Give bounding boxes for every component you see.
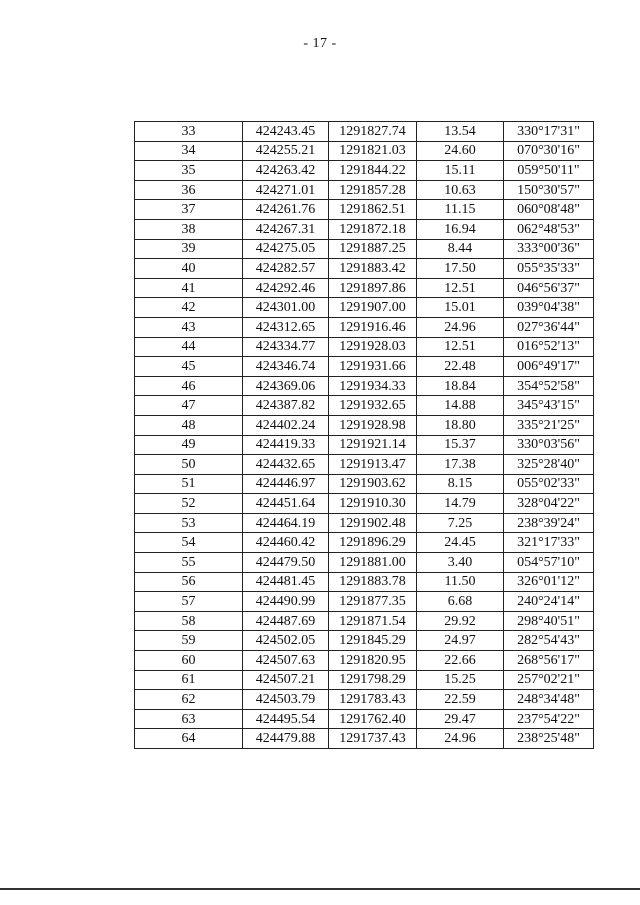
point-number-cell: 44 bbox=[135, 337, 243, 357]
y-coordinate-cell: 1291916.46 bbox=[329, 317, 417, 337]
distance-cell: 12.51 bbox=[417, 337, 504, 357]
y-coordinate-cell: 1291881.00 bbox=[329, 553, 417, 573]
table-row bbox=[135, 200, 594, 220]
point-number-cell: 61 bbox=[135, 670, 243, 690]
y-coordinate-cell: 1291827.74 bbox=[329, 122, 417, 142]
point-number-cell: 62 bbox=[135, 690, 243, 710]
table-row bbox=[135, 572, 594, 592]
x-coordinate-cell: 424402.24 bbox=[243, 415, 329, 435]
x-coordinate-cell: 424334.77 bbox=[243, 337, 329, 357]
y-coordinate-cell: 1291887.25 bbox=[329, 239, 417, 259]
x-coordinate-cell: 424460.42 bbox=[243, 533, 329, 553]
bearing-cell: 282°54'43" bbox=[504, 631, 594, 651]
y-coordinate-cell: 1291862.51 bbox=[329, 200, 417, 220]
bearing-cell: 062°48'53" bbox=[504, 219, 594, 239]
y-coordinate-cell: 1291932.65 bbox=[329, 396, 417, 416]
bearing-cell: 240°24'14" bbox=[504, 592, 594, 612]
x-coordinate-cell: 424507.63 bbox=[243, 651, 329, 671]
table-row bbox=[135, 533, 594, 553]
bearing-cell: 321°17'33" bbox=[504, 533, 594, 553]
x-coordinate-cell: 424387.82 bbox=[243, 396, 329, 416]
bearing-cell: 330°17'31" bbox=[504, 122, 594, 142]
distance-cell: 11.50 bbox=[417, 572, 504, 592]
table-row bbox=[135, 317, 594, 337]
bearing-cell: 070°30'16" bbox=[504, 141, 594, 161]
x-coordinate-cell: 424432.65 bbox=[243, 455, 329, 475]
distance-cell: 10.63 bbox=[417, 180, 504, 200]
point-number-cell: 52 bbox=[135, 494, 243, 514]
distance-cell: 17.50 bbox=[417, 259, 504, 279]
bearing-cell: 238°39'24" bbox=[504, 513, 594, 533]
distance-cell: 22.66 bbox=[417, 651, 504, 671]
point-number-cell: 40 bbox=[135, 259, 243, 279]
bearing-cell: 055°02'33" bbox=[504, 474, 594, 494]
bearing-cell: 345°43'15" bbox=[504, 396, 594, 416]
x-coordinate-cell: 424487.69 bbox=[243, 611, 329, 631]
bearing-cell: 257°02'21" bbox=[504, 670, 594, 690]
point-number-cell: 33 bbox=[135, 122, 243, 142]
table-row bbox=[135, 278, 594, 298]
distance-cell: 16.94 bbox=[417, 219, 504, 239]
point-number-cell: 43 bbox=[135, 317, 243, 337]
point-number-cell: 46 bbox=[135, 376, 243, 396]
distance-cell: 14.88 bbox=[417, 396, 504, 416]
bearing-cell: 354°52'58" bbox=[504, 376, 594, 396]
y-coordinate-cell: 1291883.78 bbox=[329, 572, 417, 592]
point-number-cell: 63 bbox=[135, 709, 243, 729]
table-row bbox=[135, 161, 594, 181]
point-number-cell: 34 bbox=[135, 141, 243, 161]
bearing-cell: 150°30'57" bbox=[504, 180, 594, 200]
x-coordinate-cell: 424464.19 bbox=[243, 513, 329, 533]
y-coordinate-cell: 1291921.14 bbox=[329, 435, 417, 455]
table-row bbox=[135, 239, 594, 259]
x-coordinate-cell: 424282.57 bbox=[243, 259, 329, 279]
x-coordinate-cell: 424292.46 bbox=[243, 278, 329, 298]
table-row bbox=[135, 670, 594, 690]
x-coordinate-cell: 424301.00 bbox=[243, 298, 329, 318]
x-coordinate-cell: 424346.74 bbox=[243, 357, 329, 377]
bearing-cell: 335°21'25" bbox=[504, 415, 594, 435]
table-row bbox=[135, 592, 594, 612]
distance-cell: 15.01 bbox=[417, 298, 504, 318]
table-row bbox=[135, 259, 594, 279]
x-coordinate-cell: 424507.21 bbox=[243, 670, 329, 690]
point-number-cell: 56 bbox=[135, 572, 243, 592]
x-coordinate-cell: 424243.45 bbox=[243, 122, 329, 142]
bearing-cell: 016°52'13" bbox=[504, 337, 594, 357]
point-number-cell: 45 bbox=[135, 357, 243, 377]
point-number-cell: 51 bbox=[135, 474, 243, 494]
bearing-cell: 237°54'22" bbox=[504, 709, 594, 729]
bearing-cell: 330°03'56" bbox=[504, 435, 594, 455]
distance-cell: 14.79 bbox=[417, 494, 504, 514]
distance-cell: 8.44 bbox=[417, 239, 504, 259]
x-coordinate-cell: 424369.06 bbox=[243, 376, 329, 396]
x-coordinate-cell: 424479.88 bbox=[243, 729, 329, 749]
x-coordinate-cell: 424481.45 bbox=[243, 572, 329, 592]
x-coordinate-cell: 424312.65 bbox=[243, 317, 329, 337]
y-coordinate-cell: 1291931.66 bbox=[329, 357, 417, 377]
x-coordinate-cell: 424419.33 bbox=[243, 435, 329, 455]
table-row bbox=[135, 611, 594, 631]
distance-cell: 3.40 bbox=[417, 553, 504, 573]
x-coordinate-cell: 424255.21 bbox=[243, 141, 329, 161]
x-coordinate-cell: 424495.54 bbox=[243, 709, 329, 729]
bearing-cell: 059°50'11" bbox=[504, 161, 594, 181]
distance-cell: 13.54 bbox=[417, 122, 504, 142]
distance-cell: 24.60 bbox=[417, 141, 504, 161]
bearing-cell: 060°08'48" bbox=[504, 200, 594, 220]
y-coordinate-cell: 1291896.29 bbox=[329, 533, 417, 553]
point-number-cell: 60 bbox=[135, 651, 243, 671]
point-number-cell: 59 bbox=[135, 631, 243, 651]
distance-cell: 12.51 bbox=[417, 278, 504, 298]
distance-cell: 22.59 bbox=[417, 690, 504, 710]
point-number-cell: 50 bbox=[135, 455, 243, 475]
table-row bbox=[135, 298, 594, 318]
table-row bbox=[135, 513, 594, 533]
table-row bbox=[135, 219, 594, 239]
x-coordinate-cell: 424263.42 bbox=[243, 161, 329, 181]
x-coordinate-cell: 424503.79 bbox=[243, 690, 329, 710]
distance-cell: 15.25 bbox=[417, 670, 504, 690]
distance-cell: 24.45 bbox=[417, 533, 504, 553]
y-coordinate-cell: 1291928.98 bbox=[329, 415, 417, 435]
distance-cell: 11.15 bbox=[417, 200, 504, 220]
bearing-cell: 268°56'17" bbox=[504, 651, 594, 671]
table-row bbox=[135, 376, 594, 396]
y-coordinate-cell: 1291737.43 bbox=[329, 729, 417, 749]
distance-cell: 22.48 bbox=[417, 357, 504, 377]
table-row bbox=[135, 651, 594, 671]
y-coordinate-cell: 1291871.54 bbox=[329, 611, 417, 631]
y-coordinate-cell: 1291798.29 bbox=[329, 670, 417, 690]
table-row bbox=[135, 474, 594, 494]
x-coordinate-cell: 424261.76 bbox=[243, 200, 329, 220]
page-bottom-divider bbox=[0, 888, 640, 890]
table-row bbox=[135, 180, 594, 200]
y-coordinate-cell: 1291934.33 bbox=[329, 376, 417, 396]
y-coordinate-cell: 1291883.42 bbox=[329, 259, 417, 279]
point-number-cell: 38 bbox=[135, 219, 243, 239]
page-number: - 17 - bbox=[303, 36, 337, 51]
table-row bbox=[135, 729, 594, 749]
y-coordinate-cell: 1291902.48 bbox=[329, 513, 417, 533]
bearing-cell: 326°01'12" bbox=[504, 572, 594, 592]
distance-cell: 18.80 bbox=[417, 415, 504, 435]
x-coordinate-cell: 424271.01 bbox=[243, 180, 329, 200]
distance-cell: 29.92 bbox=[417, 611, 504, 631]
y-coordinate-cell: 1291844.22 bbox=[329, 161, 417, 181]
distance-cell: 24.96 bbox=[417, 317, 504, 337]
table-row bbox=[135, 396, 594, 416]
bearing-cell: 238°25'48" bbox=[504, 729, 594, 749]
point-number-cell: 41 bbox=[135, 278, 243, 298]
table-row bbox=[135, 631, 594, 651]
table-row bbox=[135, 455, 594, 475]
bearing-cell: 046°56'37" bbox=[504, 278, 594, 298]
y-coordinate-cell: 1291857.28 bbox=[329, 180, 417, 200]
point-number-cell: 42 bbox=[135, 298, 243, 318]
distance-cell: 7.25 bbox=[417, 513, 504, 533]
y-coordinate-cell: 1291928.03 bbox=[329, 337, 417, 357]
y-coordinate-cell: 1291820.95 bbox=[329, 651, 417, 671]
point-number-cell: 35 bbox=[135, 161, 243, 181]
y-coordinate-cell: 1291910.30 bbox=[329, 494, 417, 514]
point-number-cell: 58 bbox=[135, 611, 243, 631]
point-number-cell: 49 bbox=[135, 435, 243, 455]
point-number-cell: 39 bbox=[135, 239, 243, 259]
bearing-cell: 006°49'17" bbox=[504, 357, 594, 377]
point-number-cell: 55 bbox=[135, 553, 243, 573]
bearing-cell: 054°57'10" bbox=[504, 553, 594, 573]
y-coordinate-cell: 1291897.86 bbox=[329, 278, 417, 298]
y-coordinate-cell: 1291783.43 bbox=[329, 690, 417, 710]
bearing-cell: 298°40'51" bbox=[504, 611, 594, 631]
table-row bbox=[135, 494, 594, 514]
distance-cell: 24.97 bbox=[417, 631, 504, 651]
table-row bbox=[135, 122, 594, 142]
y-coordinate-cell: 1291913.47 bbox=[329, 455, 417, 475]
point-number-cell: 54 bbox=[135, 533, 243, 553]
distance-cell: 6.68 bbox=[417, 592, 504, 612]
table-row bbox=[135, 435, 594, 455]
bearing-cell: 055°35'33" bbox=[504, 259, 594, 279]
distance-cell: 17.38 bbox=[417, 455, 504, 475]
bearing-cell: 039°04'38" bbox=[504, 298, 594, 318]
point-number-cell: 64 bbox=[135, 729, 243, 749]
bearing-cell: 027°36'44" bbox=[504, 317, 594, 337]
y-coordinate-cell: 1291872.18 bbox=[329, 219, 417, 239]
bearing-cell: 325°28'40" bbox=[504, 455, 594, 475]
x-coordinate-cell: 424446.97 bbox=[243, 474, 329, 494]
point-number-cell: 53 bbox=[135, 513, 243, 533]
point-number-cell: 37 bbox=[135, 200, 243, 220]
x-coordinate-cell: 424275.05 bbox=[243, 239, 329, 259]
table-row bbox=[135, 415, 594, 435]
point-number-cell: 47 bbox=[135, 396, 243, 416]
bearing-cell: 248°34'48" bbox=[504, 690, 594, 710]
distance-cell: 18.84 bbox=[417, 376, 504, 396]
bearing-cell: 333°00'36" bbox=[504, 239, 594, 259]
table-row bbox=[135, 690, 594, 710]
point-number-cell: 57 bbox=[135, 592, 243, 612]
x-coordinate-cell: 424267.31 bbox=[243, 219, 329, 239]
point-number-cell: 36 bbox=[135, 180, 243, 200]
y-coordinate-cell: 1291821.03 bbox=[329, 141, 417, 161]
x-coordinate-cell: 424502.05 bbox=[243, 631, 329, 651]
table-row bbox=[135, 337, 594, 357]
table-row bbox=[135, 709, 594, 729]
table-row bbox=[135, 141, 594, 161]
distance-cell: 29.47 bbox=[417, 709, 504, 729]
x-coordinate-cell: 424451.64 bbox=[243, 494, 329, 514]
y-coordinate-cell: 1291903.62 bbox=[329, 474, 417, 494]
coordinates-table-body bbox=[135, 122, 594, 749]
bearing-cell: 328°04'22" bbox=[504, 494, 594, 514]
y-coordinate-cell: 1291907.00 bbox=[329, 298, 417, 318]
y-coordinate-cell: 1291845.29 bbox=[329, 631, 417, 651]
y-coordinate-cell: 1291762.40 bbox=[329, 709, 417, 729]
coordinates-table bbox=[134, 121, 594, 749]
table-row bbox=[135, 553, 594, 573]
x-coordinate-cell: 424490.99 bbox=[243, 592, 329, 612]
distance-cell: 24.96 bbox=[417, 729, 504, 749]
x-coordinate-cell: 424479.50 bbox=[243, 553, 329, 573]
y-coordinate-cell: 1291877.35 bbox=[329, 592, 417, 612]
point-number-cell: 48 bbox=[135, 415, 243, 435]
table-row bbox=[135, 357, 594, 377]
distance-cell: 15.11 bbox=[417, 161, 504, 181]
distance-cell: 15.37 bbox=[417, 435, 504, 455]
distance-cell: 8.15 bbox=[417, 474, 504, 494]
